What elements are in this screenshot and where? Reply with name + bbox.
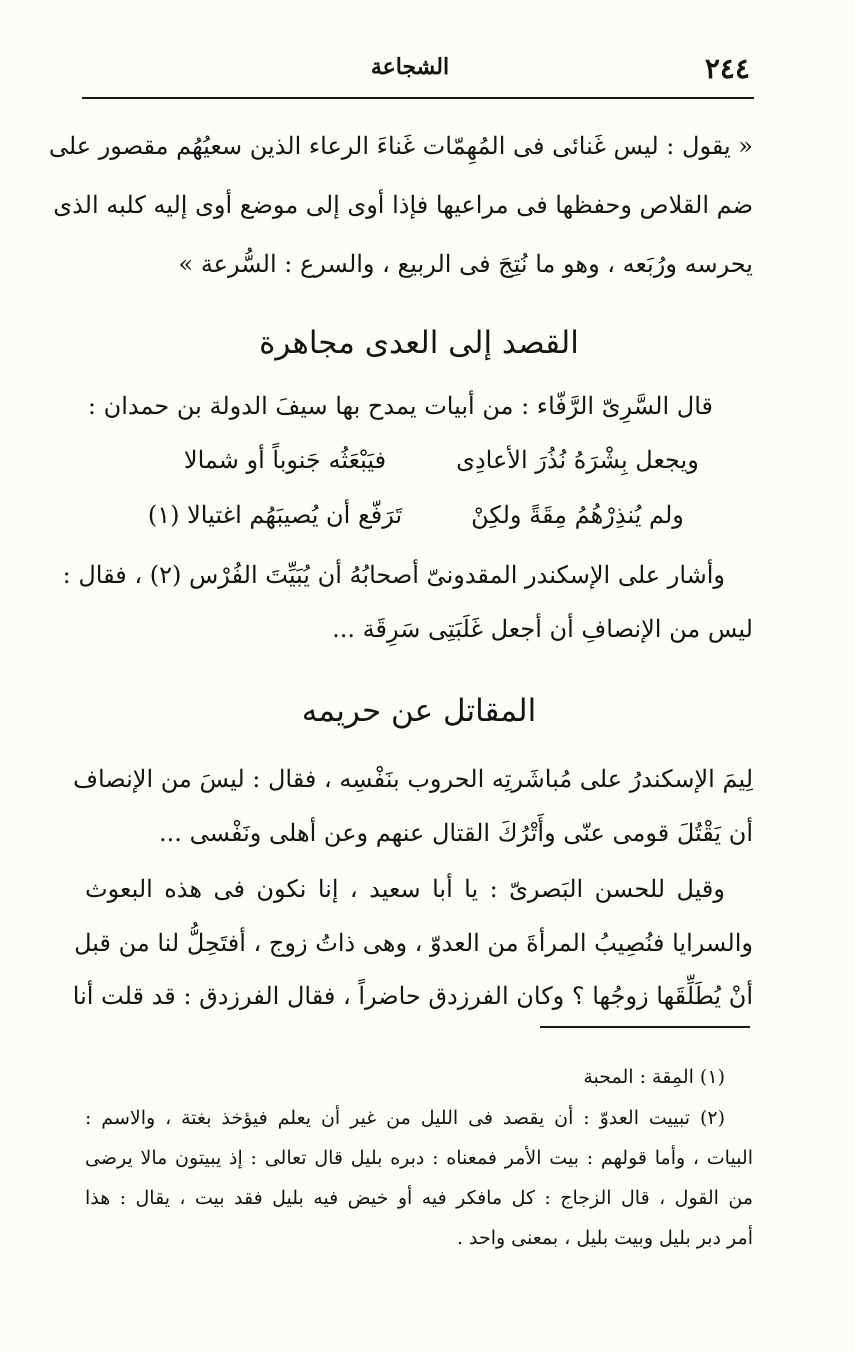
paragraph-line: ليس من الإنصافِ أن أجعل غَلَبَتِى سَرِقَة ... xyxy=(332,615,753,643)
footnote-line: البيات ، وأما قولهم : بيت الأمر فمعناه : دبره بليل قال تعالى : إذ يبيتون مالا يرضى xyxy=(85,1147,753,1169)
verse-hemistich: فيَبْعَثُه جَنوباً أو شمالا xyxy=(183,446,387,474)
paragraph-line: وقيل للحسن البَصرىّ : يا أبا سعيد ، إنا نكون فى هذه البعوث xyxy=(85,875,725,903)
footnote-line: أمر دبر بليل وبيت بليل ، بمعنى واحد . xyxy=(456,1227,753,1249)
intro-line: يحرسه ورُبَعه ، وهو ما نُتِجَ فى الربيع ، والسرع : السُّرعة » xyxy=(178,250,753,278)
footnote-line: من القول ، قال الزجاج : كل مافكر فيه أو خيض فيه بليل فقد بيت ، يقال : هذا xyxy=(85,1187,753,1209)
paragraph-line: والسرايا فنُصِيبُ المرأةَ من العدوّ ، وهى ذاتُ زوج ، أفتَحِلُّ لنا من قبل xyxy=(74,929,753,957)
paragraph-line: أن يَقْتُلَ قومى عنّى وأَتْرُكَ القتال عنهم وعن أهلى ونَفْسى ... xyxy=(159,819,753,847)
paragraph-line: أنْ يُطَلِّقَها زوجُها ؟ وكان الفرزدق حاضراً ، فقال الفرزدق : قد قلت أنا xyxy=(72,982,753,1010)
paragraph-line: وأشار على الإسكندر المقدونىّ أصحابُهُ أن يُبَيِّتَ الفُرْس (٢) ، فقال : xyxy=(62,561,725,589)
footnote-line: (١) المِقة : المحبة xyxy=(583,1066,725,1088)
verse-hemistich: تَرَفّع أن يُصيبَهُم اغتيالا (١) xyxy=(147,501,403,529)
intro-line: ضم القلاص وحفظها فى مراعيها فإذا أوى إلى موضع أوى إليه كلبه الذى xyxy=(53,191,753,219)
footnote-line: (٢) تبييت العدوّ : أن يقصد فى الليل من غير أن يعلم فيؤخذ بغتة ، والاسم : xyxy=(85,1107,725,1129)
verse-hemistich: ولم يُنذِرْهُمُ مِقَةً ولكِنْ xyxy=(471,501,684,529)
header-rule xyxy=(82,97,754,99)
paragraph-line: لِيمَ الإسكندرُ على مُباشَرتِه الحروب بنَفْسِه ، فقال : ليسَ من الإنصاف xyxy=(73,765,753,793)
section-heading: المقاتل عن حريمه xyxy=(301,693,537,729)
running-title: الشجاعة xyxy=(370,54,450,80)
page-number: ٢٤٤ xyxy=(704,52,750,85)
paragraph-line: قال السَّرِىّ الرَّفّاء : من أبيات يمدح بها سيفَ الدولة بن حمدان : xyxy=(87,392,713,420)
verse-hemistich: ويجعل بِشْرَهُ نُذُرَ الأعادِى xyxy=(456,446,699,474)
intro-line: « يقول : ليس غَنائى فى المُهِمّات غَناءَ الرعاء الذين سعيُهُم مقصور على xyxy=(48,132,753,160)
footnote-rule xyxy=(540,1026,750,1028)
section-heading: القصد إلى العدى مجاهرة xyxy=(259,325,579,361)
